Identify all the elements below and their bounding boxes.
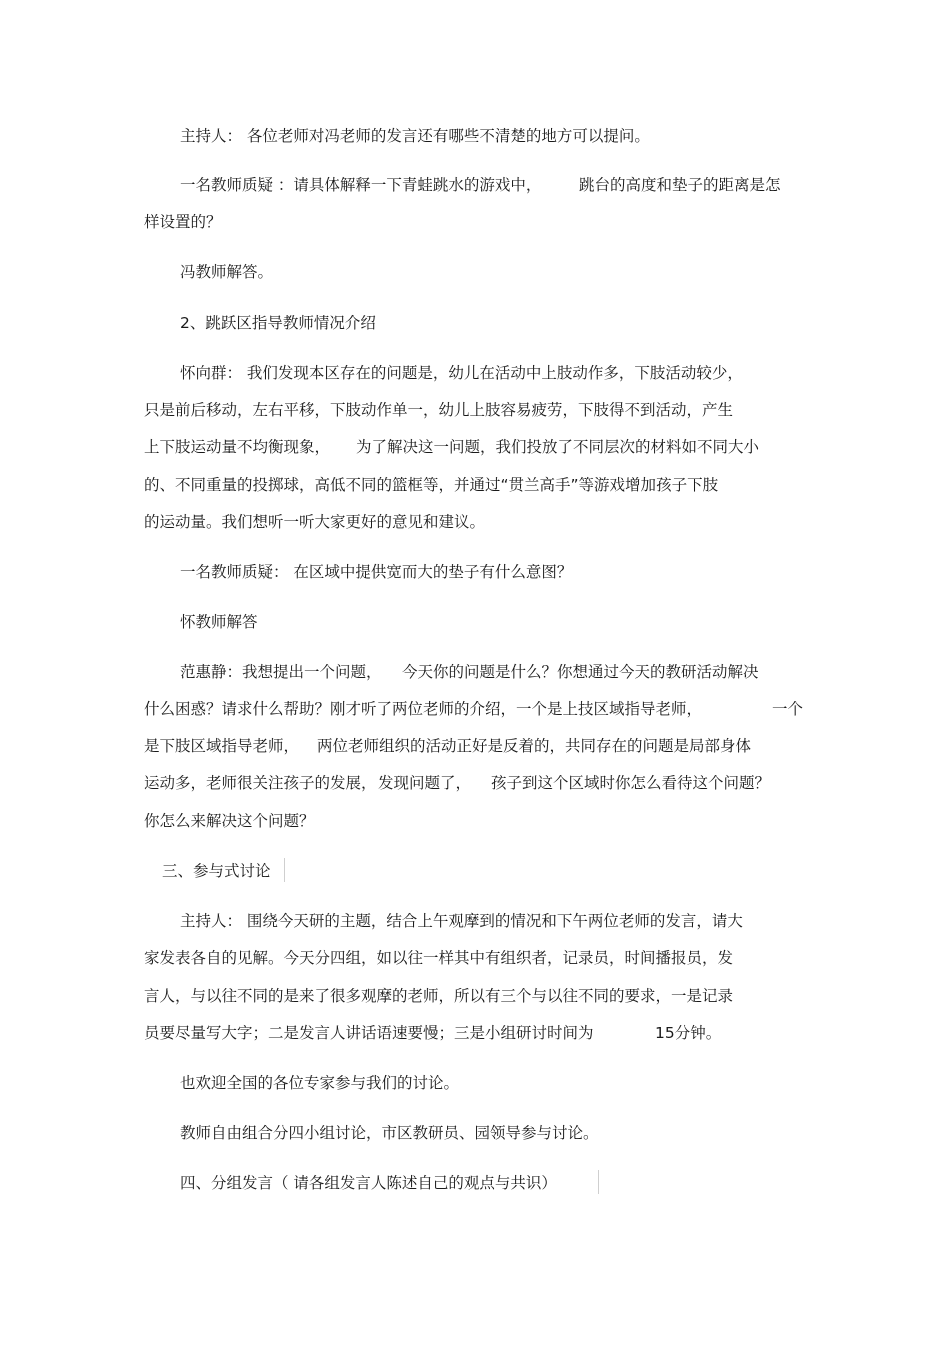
host-discussion-line-4b: 15分钟。 [655,1024,722,1042]
host-discussion-line-2: 家发表各自的见解。今天分四组，如以往一样其中有组织者，记录员，时间播报员，发 [144,949,734,967]
host-discussion-line-1: 主持人： 围绕今天研的主题，结合上午观摩到的情况和下午两位老师的发言，请大 [180,912,743,930]
host-question-line: 主持人： 各位老师对冯老师的发言还有哪些不清楚的地方可以提问。 [180,127,650,145]
section-3-divider [284,858,285,882]
host-discussion-line-4a: 员要尽量写大字；二是发言人讲话语速要慢；三是小组研讨时间为 [144,1024,594,1042]
fan-question-line-3b: 两位老师组织的活动正好是反着的，共同存在的问题是局部身体 [317,737,752,755]
huai-intro-line-3b: 为了解决这一问题，我们投放了不同层次的材料如不同大小 [356,438,760,456]
section-4-heading: 四、分组发言（ 请各组发言人陈述自己的观点与共识） [180,1174,557,1192]
huai-intro-line-2: 只是前后移动，左右平移，下肢动作单一，幼儿上肢容易疲劳，下肢得不到活动，产生 [144,401,734,419]
fan-question-line-4c: 孩子到这个区域时你怎么看待这个问题？ [491,774,771,792]
host-discussion-line-3: 言人，与以往不同的是来了很多观摩的老师，所以有三个与以往不同的要求，一是记录 [144,987,734,1005]
huai-intro-line-4: 的、不同重量的投掷球，高低不同的篮框等，并通过“贯兰高手”等游戏增加孩子下肢 [144,476,719,494]
welcome-experts-line: 也欢迎全国的各位专家参与我们的讨论。 [180,1074,460,1092]
mat-question-line: 一名教师质疑： 在区域中提供宽而大的垫子有什么意图？ [180,563,573,581]
huai-answer-line: 怀教师解答 [180,613,258,631]
huai-intro-line-3a: 上下肢运动量不均衡现象， [144,438,331,456]
teacher-question-line-1b: 跳台的高度和垫子的距离是怎 [579,176,781,194]
fan-question-line-3a: 是下肢区域指导老师， [144,737,300,755]
section-2-heading: 2、跳跃区指导教师情况介绍 [180,314,376,332]
fan-question-line-2a: 什么困惑？请求什么帮助？刚才听了两位老师的介绍，一个是上技区域指导老师， [144,700,703,718]
huai-intro-line-5: 的运动量。我们想听一听大家更好的意见和建议。 [144,513,486,531]
group-discussion-line: 教师自由组合分四小组讨论，市区教研员、园领导参与讨论。 [180,1124,599,1142]
section-3-heading: 三、参与式讨论 [162,862,271,880]
fan-question-line-1b: 今天你的问题是什么？你想通过今天的教研活动解决 [402,663,759,681]
fan-question-line-4b: 发现问题了， [378,774,472,792]
fan-question-line-2b: 一个 [772,700,804,718]
huai-intro-line-1: 怀向群： 我们发现本区存在的问题是，幼儿在活动中上肢动作多，下肢活动较少， [180,364,743,382]
fan-question-line-1a: 范惠静：我想提出一个问题， [180,663,382,681]
feng-answer-line: 冯教师解答。 [180,263,274,281]
fan-question-line-4a: 运动多，老师很关注孩子的发展， [144,774,377,792]
section-4-divider [598,1170,599,1194]
fan-question-line-5: 你怎么来解决这个问题？ [144,812,315,830]
teacher-question-line-1a: 一名教师质疑 ：请具体解释一下青蛙跳水的游戏中， [180,176,542,194]
teacher-question-line-2: 样设置的？ [144,213,222,231]
